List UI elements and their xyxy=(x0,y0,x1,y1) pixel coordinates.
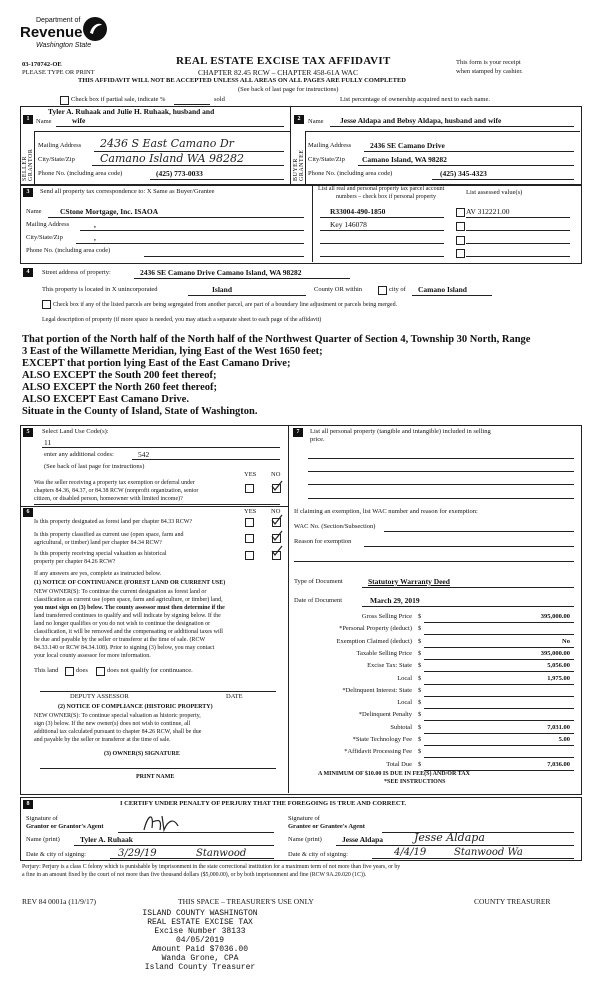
tax-row-currency: $ xyxy=(418,613,422,620)
seller-name-label: Name xyxy=(36,118,52,125)
grantee-name-value[interactable]: Jesse Aldapa xyxy=(342,835,384,844)
tax-row-value[interactable]: 395,000.00 xyxy=(540,613,570,620)
tax-row xyxy=(294,674,576,686)
seller-name-line2[interactable]: wife xyxy=(72,116,86,125)
land-use-underline xyxy=(42,447,280,448)
notice2-title: (2) NOTICE OF COMPLIANCE (HISTORIC PROPERTY) xyxy=(58,704,213,710)
deputy-signature-line xyxy=(40,691,276,692)
section-5-number: 5 xyxy=(23,428,33,437)
tax-row-currency: $ xyxy=(418,736,422,743)
corr-name-underline xyxy=(48,217,304,218)
assessed-4-underline xyxy=(466,256,570,257)
street-label: Street address of property: xyxy=(42,269,111,276)
warning-text: THIS AFFIDAVIT WILL NOT BE ACCEPTED UNLESS ALL AREAS ON ALL PAGES ARE FULLY COMPLETED xyxy=(78,77,406,84)
see-instructions: *SEE INSTRUCTIONS xyxy=(384,779,446,785)
tax-row xyxy=(294,624,576,636)
receipt-note-1: This form is your receipt xyxy=(456,59,521,66)
grantor-sig-line xyxy=(118,832,274,833)
notice1-line: be due and payable by the seller or transferor at the time of sale. (RCW xyxy=(34,637,206,643)
seller-phone-underline xyxy=(150,179,284,180)
tax-row-label: *Delinquent Interest: State xyxy=(342,686,412,694)
land-does-label: This land xyxy=(34,667,59,674)
tax-row-label: *Personal Property (deduct) xyxy=(339,625,412,633)
grantee-name-underline xyxy=(336,845,574,846)
tax-row-underline xyxy=(424,720,574,721)
parcel-3-personal-checkbox[interactable] xyxy=(456,236,465,245)
stamp-line: ISLAND COUNTY WASHINGTON xyxy=(142,909,258,918)
partial-sale-checkbox[interactable] xyxy=(60,96,69,105)
land-use-code[interactable]: 11 xyxy=(44,438,52,447)
parcel-4-personal-checkbox[interactable] xyxy=(456,249,465,258)
tax-row-underline xyxy=(424,647,574,648)
parcel-header-2: numbers – check box if personal property xyxy=(336,194,436,200)
tax-row-currency: $ xyxy=(418,686,422,694)
receipt-note-2: when stamped by cashier. xyxy=(456,68,523,75)
tax-row-underline xyxy=(424,622,574,623)
seller-phone-label: Phone No. (including area code) xyxy=(38,170,123,177)
street-value[interactable]: 2436 SE Camano Drive Camano Island, WA 98282 xyxy=(140,268,302,277)
see-back-note: (See back of last page for instructions) xyxy=(238,86,339,93)
located-city-underline xyxy=(412,295,492,296)
exemption-claim-label: If claiming an exemption, list WAC number and reason for exemption: xyxy=(294,508,478,515)
ownership-note: List percentage of ownership acquired next to each name. xyxy=(340,96,490,103)
grantor-signature xyxy=(140,810,184,834)
reason-underline-2 xyxy=(294,561,574,562)
tax-row-label: Excise Tax: State xyxy=(367,662,412,670)
seller-city-label: City/State/Zip xyxy=(38,156,75,163)
buyer-phone-label: Phone No. (including area code) xyxy=(308,170,393,177)
grantee-date-underline xyxy=(372,858,574,859)
s6-q1: Is this property designated as forest land per chapter 84.33 RCW? xyxy=(34,519,193,525)
tax-row xyxy=(294,686,576,698)
doc-type-value[interactable]: Statutory Warranty Deed xyxy=(368,577,450,586)
deputy-assessor-label: DEPUTY ASSESSOR xyxy=(70,693,129,700)
section-6-rule xyxy=(20,506,288,507)
corr-phone-underline xyxy=(144,256,304,257)
stamp-line: REAL ESTATE EXCISE TAX xyxy=(147,918,253,927)
tax-row-underline xyxy=(424,696,574,697)
buyer-name-underline xyxy=(330,126,574,127)
corr-name-value[interactable]: CStone Mortgage, Inc. ISAOA xyxy=(60,207,159,216)
parcel-1-underline xyxy=(320,217,444,218)
tax-row-underline xyxy=(424,745,574,746)
notice1-line: classification as current use (open space, farm and agriculture, or timber) land, xyxy=(34,597,223,603)
buyer-mailing-value[interactable]: 2436 SE Camano Drive xyxy=(370,141,445,150)
tax-row-underline xyxy=(424,733,574,734)
legal-line: ALSO EXCEPT the South 200 feet thereof; xyxy=(22,370,217,381)
tax-row-value[interactable]: No xyxy=(562,637,570,645)
tax-row-label: Taxable Selling Price xyxy=(356,649,412,657)
tax-row-label: Local xyxy=(397,674,412,682)
rev-code: REV 84 0001a (11/9/17) xyxy=(22,897,96,906)
buyer-city-label: City/State/Zip xyxy=(308,156,345,163)
historic-yes-checkbox[interactable] xyxy=(245,551,254,560)
tax-row-currency: $ xyxy=(418,748,422,756)
wac-label: WAC No. (Section/Subsection) xyxy=(294,523,376,530)
buyer-top-rule xyxy=(305,131,580,132)
tax-row-value[interactable]: 5.00 xyxy=(558,736,570,743)
grantor-sig-label-2: Grantor or Grantor's Agent xyxy=(26,823,104,830)
parcel-3-underline xyxy=(320,243,444,244)
s6-q3a: Is this property receiving special valuation as historical xyxy=(34,551,167,557)
assessed-1-underline xyxy=(466,217,570,218)
grantor-name-value[interactable]: Tyler A. Ruhaak xyxy=(80,835,133,844)
grantor-date-underline xyxy=(110,858,274,859)
parcel-2-personal-checkbox[interactable] xyxy=(456,222,465,231)
tax-row-value[interactable]: 7,036.00 xyxy=(547,760,570,768)
reason-underline xyxy=(364,546,574,547)
buyer-city-underline xyxy=(358,165,574,166)
exemption-yes-checkbox[interactable] xyxy=(245,484,254,493)
doc-date-label: Date of Document xyxy=(294,597,343,604)
tax-row xyxy=(294,723,576,735)
located-county-underline xyxy=(188,295,306,296)
grantor-date-value[interactable]: 3/29/19 xyxy=(118,848,157,859)
seller-mailing-label: Mailing Address xyxy=(38,142,82,149)
tax-row-label: *Affidavit Processing Fee xyxy=(344,748,412,756)
county-treasurer: COUNTY TREASURER xyxy=(474,897,551,906)
section-2-number: 2 xyxy=(294,115,304,124)
land-use-no-header: NO xyxy=(271,471,281,478)
additional-codes-underline xyxy=(132,459,280,460)
section-4-number: 4 xyxy=(23,268,33,277)
grantee-date-label: Date & city of signing: xyxy=(288,851,348,858)
tax-row xyxy=(294,649,576,661)
additional-codes-label: enter any additional codes: xyxy=(44,451,114,458)
correspondence-divider xyxy=(312,184,313,262)
legal-line: ALSO EXCEPT East Camano Drive. xyxy=(22,394,189,405)
stamp-line: 04/05/2019 xyxy=(175,936,224,945)
grantor-name-underline xyxy=(74,845,274,846)
notice2-line: additional tax calculated pursuant to chapter 84.26 RCW, shall be due xyxy=(34,729,202,735)
partial-sale-percent-field[interactable] xyxy=(174,104,210,105)
grantee-name-label: Name (print) xyxy=(288,836,322,843)
tax-row-label: Exemption Claimed (deduct) xyxy=(336,637,412,645)
personal-property-label-2: price. xyxy=(310,436,325,443)
grantee-sig-label-2: Grantee or Grantee's Agent xyxy=(288,823,365,830)
tax-row-currency: $ xyxy=(418,711,422,719)
exemption-q-2: chapters 84.36, 84.37, or 84.38 RCW (nonprofit organization, senior xyxy=(34,488,199,494)
exemption-q-1: Was the seller receiving a property tax exemption or deferral under xyxy=(34,480,195,486)
buyer-name-value[interactable]: Jesse Aldapa and Bebsy Aldapa, husband and wife xyxy=(340,116,502,125)
sections-divider xyxy=(288,425,289,793)
dept-revenue: Revenue xyxy=(20,24,83,41)
personal-property-line xyxy=(308,498,574,499)
tax-row-underline xyxy=(424,708,574,709)
doc-date-underline xyxy=(362,606,574,607)
located-city-value[interactable]: Camano Island xyxy=(418,285,467,294)
tax-row-label: Gross Selling Price xyxy=(361,613,412,620)
personal-property-label-1: List all personal property (tangible and intangible) included in selling xyxy=(310,428,491,435)
notice1-title: (1) NOTICE OF CONTINUANCE (FOREST LAND OR CURRENT USE) xyxy=(34,580,226,586)
corr-mailing-underline xyxy=(80,230,304,231)
grantor-date-label: Date & city of signing: xyxy=(26,851,86,858)
notice1-line: your local county assessor for more information. xyxy=(34,653,151,659)
parcel-2-value[interactable]: Key 146078 xyxy=(330,220,367,229)
seller-city-value[interactable]: Camano Island WA 98282 xyxy=(100,152,245,165)
current-use-yes-checkbox[interactable] xyxy=(245,534,254,543)
checkmark-icon xyxy=(270,530,284,542)
tax-row xyxy=(294,661,576,673)
checkmark-icon xyxy=(270,514,284,526)
tax-row-label: Subtotal xyxy=(390,723,412,731)
land-does-checkbox[interactable] xyxy=(65,667,74,676)
legal-line: ALSO EXCEPT the North 260 feet thereof; xyxy=(22,382,218,393)
checkmark-icon xyxy=(270,545,284,557)
grantee-signature: Jesse Aldapa xyxy=(414,831,485,844)
grantee-city-value[interactable]: Stanwood Wa xyxy=(454,847,523,858)
reason-label: Reason for exemption xyxy=(294,538,352,545)
tax-row-currency: $ xyxy=(418,723,422,731)
seller-name-underline xyxy=(56,126,284,127)
tax-row xyxy=(294,747,576,759)
notice1-line: you must sign on (3) below. The county assessor must then determine if the xyxy=(34,605,225,611)
deputy-date-label: DATE xyxy=(226,693,243,700)
tax-row xyxy=(294,760,576,772)
page-title: REAL ESTATE EXCISE TAX AFFIDAVIT xyxy=(176,55,391,67)
corr-mailing-label: Mailing Address xyxy=(26,221,70,228)
notice1-line: NEW OWNER(S): To continue the current designation as forest land or xyxy=(34,589,207,595)
grantee-sig-label-1: Signature of xyxy=(288,815,320,822)
tax-row-currency: $ xyxy=(418,625,422,633)
owner-signature-line xyxy=(40,768,276,769)
notice2-line: and payable by the seller or transferor at the time of sale. xyxy=(34,737,171,743)
buyer-side-label: BUYER GRANTEE xyxy=(293,149,305,181)
dor-emblem-icon xyxy=(82,16,108,42)
seller-phone-value[interactable]: (425) 773-0033 xyxy=(156,169,203,178)
print-note: PLEASE TYPE OR PRINT xyxy=(22,69,95,76)
tax-row-value[interactable]: 5,056.00 xyxy=(547,662,570,670)
corr-city-label: City/State/Zip xyxy=(26,234,63,241)
notice2-line: sign (3) below. If the new owner(s) does not wish to continue, all xyxy=(34,721,191,727)
seller-side-rule xyxy=(34,131,35,184)
tax-row-currency: $ xyxy=(418,674,422,682)
tax-row xyxy=(294,735,576,747)
legal-line: That portion of the North half of the North half of the Northwest Quarter of Section 4, Township 30 North, Range xyxy=(22,334,531,345)
tax-row-currency: $ xyxy=(418,649,422,657)
minimum-note: A MINIMUM OF $10.00 IS DUE IN FEE(S) AND/OR TAX xyxy=(318,771,470,777)
s6-no-header: NO xyxy=(271,508,281,515)
stamp-line: Excise Number 38133 xyxy=(154,927,246,936)
wac-underline xyxy=(384,531,574,532)
tax-row-currency: $ xyxy=(418,699,422,707)
print-name-label: PRINT NAME xyxy=(136,774,175,780)
corr-name-label: Name xyxy=(26,208,42,215)
partial-sale-label: Check box if partial sale, indicate % xyxy=(71,96,166,103)
corr-city-underline xyxy=(76,243,304,244)
s6-any-yes: If any answers are yes, complete as instructed below. xyxy=(34,571,162,577)
dept-of: Department of xyxy=(36,17,81,24)
buyer-phone-value[interactable]: (425) 345-4323 xyxy=(440,169,487,178)
legal-line: 3 East of the Willamette Meridian, lying East of the West 1650 feet; xyxy=(22,346,323,357)
stamp-line: Island County Treasurer xyxy=(144,963,256,972)
owner-signature-label: (3) OWNER(S) SIGNATURE xyxy=(104,751,180,757)
seller-mailing-value[interactable]: 2436 S East Camano Dr xyxy=(100,137,234,150)
land-use-yes-header: YES xyxy=(244,471,257,478)
section-6-number: 6 xyxy=(23,508,33,517)
checkmark-icon xyxy=(270,480,284,492)
tax-row-currency: $ xyxy=(418,760,422,768)
doc-date-value[interactable]: March 29, 2019 xyxy=(370,596,420,605)
buyer-side-rule xyxy=(305,131,306,184)
assessed-1-value[interactable]: AV 312221.00 xyxy=(466,207,510,216)
parcel-1-personal-checkbox[interactable] xyxy=(456,208,465,217)
tax-row-underline xyxy=(424,684,574,685)
tax-row-currency: $ xyxy=(418,662,422,670)
grantor-city-value[interactable]: Stanwood xyxy=(196,848,247,859)
legal-label: Legal description of property (if more space is needed, you may attach a separate sheet to each page of the affidavit) xyxy=(42,317,322,323)
tax-row-value[interactable]: 7,031.00 xyxy=(547,723,570,731)
section-7-number: 7 xyxy=(293,428,303,437)
section-1-number: 1 xyxy=(23,115,33,124)
notice2-line: NEW OWNER(S): To continue special valuation as historic property, xyxy=(34,713,201,719)
buyer-city-value[interactable]: Camano Island, WA 98282 xyxy=(362,155,447,164)
land-does-not-checkbox[interactable] xyxy=(96,667,105,676)
parcel-1-value[interactable]: R33004-490-1850 xyxy=(330,207,386,216)
parcel-2-underline xyxy=(320,230,444,231)
assessed-header: List assessed value(s) xyxy=(466,189,523,196)
land-use-label: Select Land Use Code(s): xyxy=(42,428,109,435)
personal-property-line xyxy=(308,471,574,472)
form-code: 03-170742-OE xyxy=(22,61,62,68)
tax-row-currency: $ xyxy=(418,637,422,645)
buyer-name-label: Name xyxy=(308,118,324,125)
stamp-line: Wanda Grone, CPA xyxy=(161,954,239,963)
dor-logo xyxy=(20,16,112,56)
seller-city-underline xyxy=(92,165,284,166)
section-3-number: 3 xyxy=(23,188,33,197)
city-of-label: city of xyxy=(389,286,406,293)
street-underline xyxy=(134,278,350,279)
buyer-mailing-underline xyxy=(364,151,574,152)
parcel-4-underline xyxy=(320,256,444,257)
tax-row-label: *Delinquent Penalty xyxy=(358,711,412,719)
tax-row xyxy=(294,698,576,710)
does-label: does xyxy=(76,667,88,674)
sold-label: sold xyxy=(214,96,225,103)
segregated-note: Check box if any of the listed parcels are being segregated from another parcel, are part of a boundary line adjustment or parcels being merged. xyxy=(53,302,398,308)
legal-line: EXCEPT that portion lying East of the East Camano Drive; xyxy=(22,358,291,369)
exemption-q-underline xyxy=(34,504,280,505)
s6-q3b: property per chapter 84.26 RCW? xyxy=(34,559,116,565)
notice1-line: classification, it will be removed and the compensating or additional taxes will xyxy=(34,629,223,635)
certify-text: I CERTIFY UNDER PENALTY OF PERJURY THAT THE FOREGOING IS TRUE AND CORRECT. xyxy=(120,800,407,807)
tax-row-underline xyxy=(424,634,574,635)
perjury-line-2: a fine in an amount fixed by the court of not more than five thousand dollars ($5,000.00), or by both imprisonment and fine (RCW 9A.20.020 (1C)). xyxy=(22,872,367,878)
land-use-see-back: (See back of last page for instructions) xyxy=(44,463,145,470)
tax-row xyxy=(294,710,576,722)
parcel-header-1: List all real and personal property tax parcel account xyxy=(318,186,445,192)
section-8-number: 8 xyxy=(23,800,33,809)
doc-type-underline xyxy=(362,587,574,588)
buyer-mailing-label: Mailing Address xyxy=(308,142,352,149)
personal-property-line xyxy=(308,458,574,459)
tax-row-underline xyxy=(424,757,574,758)
assessed-2-underline xyxy=(466,230,570,231)
doc-type-label: Type of Document xyxy=(294,578,343,585)
notice1-line: land no longer qualifies or you do not wish to continue the designation or xyxy=(34,621,211,627)
personal-property-line xyxy=(308,484,574,485)
buyer-phone-underline xyxy=(432,179,574,180)
seller-top-rule xyxy=(34,131,290,132)
corr-phone-label: Phone No. (including area code) xyxy=(26,247,111,254)
forest-yes-checkbox[interactable] xyxy=(245,518,254,527)
tax-row-label: Local xyxy=(397,699,412,707)
additional-codes-value[interactable]: 542 xyxy=(138,450,150,459)
tax-row-label: *State Technology Fee xyxy=(352,736,412,743)
grantor-sig-label-1: Signature of xyxy=(26,815,58,822)
county-or-within-label: County OR within xyxy=(314,286,363,293)
tax-row-underline xyxy=(424,659,574,660)
seller-name-line1[interactable]: Tyler A. Ruhaak and Julie H. Ruhaak, husband and xyxy=(48,107,215,116)
notice1-line: 84.33.140 or RCW 84.34.108). Prior to signing (3) below, you may contact xyxy=(34,645,215,651)
seller-side-label: SELLER GRANTOR xyxy=(22,148,34,181)
tax-row xyxy=(294,612,576,624)
city-of-checkbox[interactable] xyxy=(378,286,387,295)
grantee-date-value[interactable]: 4/4/19 xyxy=(394,847,427,858)
assessed-3-underline xyxy=(466,243,570,244)
tax-row-underline xyxy=(424,671,574,672)
page-subtitle: CHAPTER 82.45 RCW – CHAPTER 458-61A WAC xyxy=(198,68,358,77)
s6-yes-header: YES xyxy=(244,508,257,515)
perjury-line-1: Perjury: Perjury is a class C felony which is punishable by imprisonment in the state correctional institution for a maximum term of not more than five years, or by xyxy=(22,864,401,870)
located-county-value[interactable]: Island xyxy=(212,285,233,294)
s6-q2a: Is this property classified as current use (open space, farm and xyxy=(34,532,184,538)
notice1-line: land transferred continues to qualify and will indicate by signing below. If the xyxy=(34,613,221,619)
located-label: This property is located in X unincorporated xyxy=(42,286,158,293)
dept-state: Washington State xyxy=(36,42,92,49)
does-not-label: does not qualify for continuance. xyxy=(107,667,193,674)
tax-row xyxy=(294,637,576,649)
stamp-line: Amount Paid $7036.00 xyxy=(151,945,248,954)
tax-row-value[interactable]: 1,975.00 xyxy=(547,674,570,682)
corr-city-value[interactable]: , xyxy=(94,233,96,242)
tax-row-label: Total Due xyxy=(386,760,412,768)
treasurer-use-only: THIS SPACE – TREASURER'S USE ONLY xyxy=(178,897,314,906)
corr-mailing-value[interactable]: , xyxy=(94,220,96,229)
tax-row-value[interactable]: 395,000.00 xyxy=(540,649,570,657)
legal-line: Situate in the County of Island, State of Washington. xyxy=(22,406,258,417)
correspondence-label: Send all property tax correspondence to: X Same as Buyer/Grantee xyxy=(40,188,215,195)
parties-divider xyxy=(290,106,291,184)
s6-q2b: agricultural, or timber) land per chapter 84.34 RCW? xyxy=(34,540,162,546)
grantor-name-label: Name (print) xyxy=(26,836,60,843)
segregated-checkbox[interactable] xyxy=(42,300,51,309)
exemption-q-3: citizen, or disabled person, homeowner with limited income)? xyxy=(34,496,183,502)
